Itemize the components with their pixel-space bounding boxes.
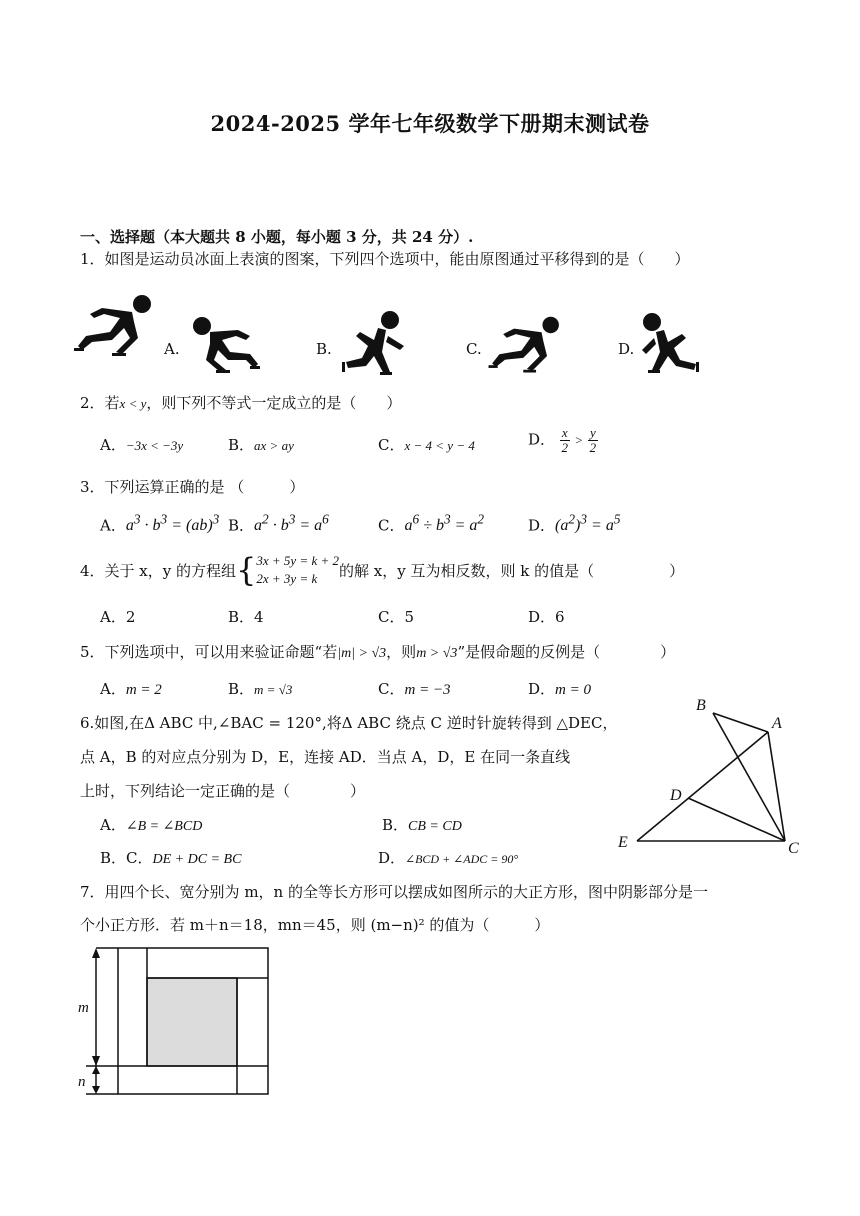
q5-c-label: C． [378,680,405,698]
q5-a-math: m = 2 [125,682,162,698]
q5-d-label: D． [528,680,556,698]
q6-b-math: CB = CD [408,819,462,834]
point-label-b: B [696,697,706,714]
q1-label-a: A. [164,340,180,358]
q1-label-c: C. [466,340,482,358]
q6-option-b [382,814,462,835]
q2-d-label: D． [528,430,556,449]
q3-d-math: $(a^2)^3 = a^5$ [555,512,621,535]
q6-a-label: A． [100,816,126,834]
q6-line2: 点 A，B 的对应点分别为 D，E，连接 AD．当点 A，D，E 在同一条直线 [80,748,571,766]
q2-a-math: −3x < −3y [125,438,184,453]
q5-option-a [100,678,162,699]
q2-d-num1: x [561,425,568,440]
q4-option-d: D．6 [528,608,565,626]
skater-b-icon [338,306,410,380]
shaded-square [147,978,237,1066]
q5-option-d [528,678,591,699]
q4-stem-post: 的解 x，y 互为相反数，则 k 的值是（ ） [339,561,685,580]
q3-d-label: D． [528,516,556,535]
q2-d-op: > [574,432,584,448]
section-heading: 一、选择题（本大题共 8 小题，每小题 3 分，共 24 分）. [80,228,474,246]
point-label-d: D [670,787,682,804]
q5-c-math: m = −3 [404,682,451,698]
q2-c-label: C． [378,436,405,454]
q2-b-math: ax > ay [254,438,294,453]
q6-d-label: D． [378,849,406,867]
q5-stem-mid: ，则 [386,643,417,661]
q7-square-figure [72,940,272,1100]
q6-c-math: DE + DC = BC [152,852,242,867]
q3-option-c [378,512,484,535]
q4-eq2: 2x + 3y = k [256,571,318,586]
q3-a-label: A． [100,516,126,535]
q4-option-a: A．2 [100,608,136,626]
q6-option-d [378,847,518,868]
q2-d-den2: 2 [589,440,597,455]
q2-d-frac2 [588,426,598,455]
q5-math1: |m| > √3 [337,646,387,661]
q4-option-c: C．5 [378,608,415,626]
q7-line2: 个小正方形．若 m＋n＝18，mn＝45，则 (m−n)² 的值为（ ） [80,916,550,934]
q2-option-d [528,426,598,455]
q4-brace: { [236,551,257,589]
q3-option-b [228,512,329,535]
q3-a-math: $a^3 \cdot b^3 = (ab)^3$ [125,512,220,535]
q5-math2: m > √3 [416,646,458,661]
q6-option-c [100,847,241,868]
q2-stem-math: x < y [119,396,147,411]
q1-label-b: B. [316,340,332,358]
q6-c-label: B．C． [100,849,153,867]
segment-dc [688,798,785,841]
skater-original-icon [72,292,158,362]
q6-b-label: B． [382,816,409,834]
dimension-label-n: n [78,1074,86,1090]
skater-c-icon [486,314,566,378]
q7-line1: 7．用四个长、宽分别为 m，n 的全等长方形可以摆成如图所示的大正方形，图中阴影部分是一 [80,883,708,901]
q2-option-b [228,434,294,455]
point-label-c: C [788,840,799,857]
q2-d-frac1 [560,426,570,455]
q6-option-a [100,814,202,835]
q4-system [256,552,339,588]
q4-eq1: 3x + 5y = k + 2 [256,553,340,568]
q6-a-math: ∠B = ∠BCD [125,819,203,834]
q5-b-label: B． [228,680,255,698]
q4-stem [80,552,684,588]
q5-stem [80,641,675,662]
q3-option-a [100,512,219,535]
dimension-label-m: m [78,1000,89,1016]
skater-d-icon [640,308,704,380]
page-title: 2024-2025 学年七年级数学下册期末测试卷 [210,111,650,136]
q2-stem-post: ，则下列不等式一定成立的是（ ） [146,394,402,412]
q2-option-a [100,434,183,455]
q5-b-math: m = √3 [254,682,293,697]
q6-line3: 上时，下列结论一定正确的是（ ） [80,782,366,800]
q3-b-math: $a^2 \cdot b^3 = a^6$ [254,512,329,535]
q3-option-d [528,512,621,535]
q5-option-b [228,678,292,699]
q1-stem: 1．如图是运动员冰面上表演的图案，下列四个选项中，能由原图通过平移得到的是（ ） [80,250,690,268]
q3-b-label: B． [228,516,255,535]
q5-stem-pre: 5．下列选项中，可以用来验证命题“若 [80,643,338,661]
q6-triangle-figure [610,690,810,860]
q1-label-d: D. [618,340,635,358]
q2-a-label: A． [100,436,126,454]
q2-b-label: B． [228,436,255,454]
q2-d-den1: 2 [561,440,568,455]
q6-line1: 6.如图,在Δ ABC 中,∠BAC = 120°,将Δ ABC 绕点 C 逆时针旋转得到 △DEC， [80,714,618,732]
q3-c-label: C． [378,516,405,535]
skater-a-icon [188,314,264,374]
q5-a-label: A． [100,680,126,698]
q4-option-b: B．4 [228,608,264,626]
q5-option-c [378,678,451,699]
segment-bc [713,713,785,841]
point-label-e: E [618,834,628,851]
q5-d-math: m = 0 [555,682,591,698]
q3-stem: 3．下列运算正确的是 （ ） [80,478,305,496]
q2-d-num2: y [589,425,596,440]
q4-stem-pre: 4．关于 x，y 的方程组 [80,561,237,580]
q5-stem-post: ”是假命题的反例是（ ） [457,643,676,661]
q6-d-math: ∠BCD + ∠ADC = 90° [405,852,519,866]
q3-c-math: $a^6 \div b^3 = a^2$ [404,512,485,535]
q2-option-c [378,434,475,455]
q2-stem-pre: 2．若 [80,394,120,412]
q2-c-math: x − 4 < y − 4 [404,438,475,453]
q2-stem [80,392,401,413]
point-label-a: A [772,715,782,732]
